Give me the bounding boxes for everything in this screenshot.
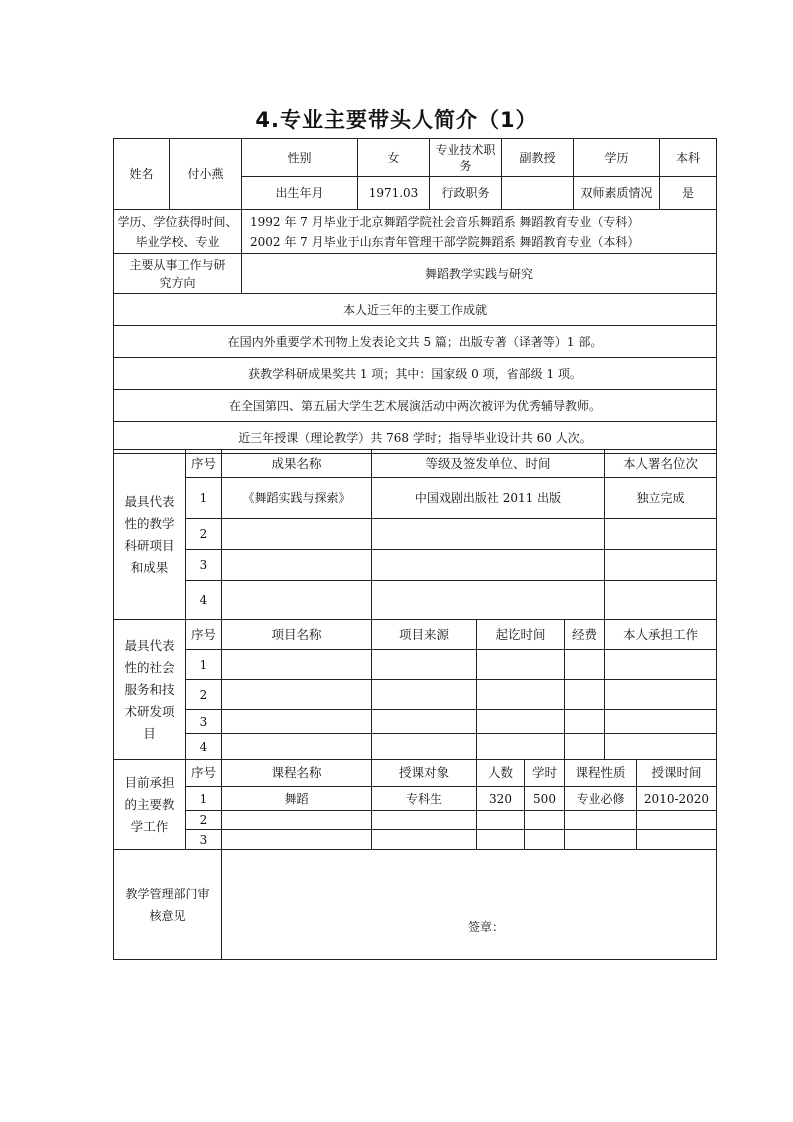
degree-line-2: 2002 年 7 月毕业于山东青年管理干部学院舞蹈系 舞蹈教育专业（本科） <box>250 234 640 249</box>
work-direction-value: 舞蹈教学实践与研究 <box>242 254 717 294</box>
course-period <box>637 830 717 850</box>
review-opinion-area <box>222 850 717 960</box>
gender-value: 女 <box>358 139 430 177</box>
row-index: 3 <box>186 830 222 850</box>
teaching-header-course: 课程名称 <box>222 760 372 787</box>
achievement-rank: 独立完成 <box>605 478 717 519</box>
achievement-line-4: 近三年授课（理论教学）共 768 学时；指导毕业设计共 60 人次。 <box>114 422 717 454</box>
course-name: 舞蹈 <box>222 787 372 811</box>
table-row <box>114 650 717 680</box>
achievement-name <box>222 519 372 550</box>
table-row <box>114 550 717 581</box>
tech-title-label: 专业技术职务 <box>430 139 502 177</box>
achievement-issuer: 中国戏剧出版社 2011 出版 <box>372 478 605 519</box>
name-value: 付小燕 <box>170 139 242 210</box>
social-header-project: 项目名称 <box>222 620 372 650</box>
project-name <box>222 680 372 710</box>
project-period <box>477 680 565 710</box>
row-index: 4 <box>186 734 222 760</box>
course-name <box>222 811 372 830</box>
teaching-header-period: 授课时间 <box>637 760 717 787</box>
course-hours <box>525 830 565 850</box>
achievement-line-2: 获教学科研成果奖共 1 项；其中：国家级 0 项，省部级 1 项。 <box>114 358 717 390</box>
social-service-table <box>113 619 717 760</box>
project-role <box>605 680 717 710</box>
social-section-label: 最具代表性的社会服务和技术研发项目 <box>114 620 186 760</box>
course-period: 2010-2020 <box>637 787 717 811</box>
course-students: 320 <box>477 787 525 811</box>
project-period <box>477 710 565 734</box>
admin-post-label: 行政职务 <box>430 177 502 210</box>
basic-info-table <box>113 138 717 454</box>
project-period <box>477 650 565 680</box>
dual-teacher-label: 双师素质情况 <box>574 177 660 210</box>
table-row <box>114 710 717 734</box>
signature-label: 签章： <box>468 920 505 934</box>
project-role <box>605 734 717 760</box>
achievement-name <box>222 581 372 620</box>
project-source <box>372 734 477 760</box>
achievement-line-3: 在全国第四、第五届大学生艺术展演活动中两次被评为优秀辅导教师。 <box>114 390 717 422</box>
table-row <box>114 734 717 760</box>
row-index: 3 <box>186 710 222 734</box>
teaching-header-students: 人数 <box>477 760 525 787</box>
admin-post-value <box>502 177 574 210</box>
project-period <box>477 734 565 760</box>
table-row <box>114 830 717 850</box>
course-students <box>477 830 525 850</box>
project-funding <box>565 650 605 680</box>
project-funding <box>565 734 605 760</box>
project-name <box>222 710 372 734</box>
gender-label: 性别 <box>242 139 358 177</box>
degree-history <box>242 210 717 254</box>
project-role <box>605 710 717 734</box>
teaching-header-index: 序号 <box>186 760 222 787</box>
research-header-index: 序号 <box>186 450 222 478</box>
row-index: 1 <box>186 787 222 811</box>
row-index: 3 <box>186 550 222 581</box>
page-title: 4.专业主要带头人简介（1） <box>255 108 538 132</box>
project-funding <box>565 680 605 710</box>
review-table <box>113 849 717 960</box>
table-row <box>114 519 717 550</box>
achievement-rank <box>605 581 717 620</box>
table-row <box>114 680 717 710</box>
row-index: 2 <box>186 811 222 830</box>
birth-value: 1971.03 <box>358 177 430 210</box>
project-name <box>222 734 372 760</box>
achievement-line-1: 在国内外重要学术刊物上发表论文共 5 篇；出版专著（译著等）1 部。 <box>114 326 717 358</box>
course-hours: 500 <box>525 787 565 811</box>
birth-label: 出生年月 <box>242 177 358 210</box>
course-audience: 专科生 <box>372 787 477 811</box>
degree-label: 学历、学位获得时间、毕业学校、专业 <box>114 210 242 254</box>
achievement-name: 《舞蹈实践与探索》 <box>222 478 372 519</box>
course-students <box>477 811 525 830</box>
table-row <box>114 581 717 620</box>
achievement-issuer <box>372 519 605 550</box>
social-header-source: 项目来源 <box>372 620 477 650</box>
row-index: 1 <box>186 650 222 680</box>
teaching-section-label: 目前承担的主要教学工作 <box>114 760 186 850</box>
teaching-table <box>113 759 717 850</box>
project-source <box>372 680 477 710</box>
social-header-funding: 经费 <box>565 620 605 650</box>
project-source <box>372 710 477 734</box>
course-hours <box>525 811 565 830</box>
social-header-role: 本人承担工作 <box>605 620 717 650</box>
table-row <box>114 478 717 519</box>
course-type: 专业必修 <box>565 787 637 811</box>
education-label: 学历 <box>574 139 660 177</box>
row-index: 1 <box>186 478 222 519</box>
teaching-header-audience: 授课对象 <box>372 760 477 787</box>
course-type <box>565 830 637 850</box>
resume-form <box>113 138 716 959</box>
research-header-issuer: 等级及签发单位、时间 <box>372 450 605 478</box>
teaching-header-type: 课程性质 <box>565 760 637 787</box>
table-row <box>114 787 717 811</box>
achievement-rank <box>605 550 717 581</box>
tech-title-value: 副教授 <box>502 139 574 177</box>
project-name <box>222 650 372 680</box>
research-results-table <box>113 449 717 620</box>
course-period <box>637 811 717 830</box>
social-header-index: 序号 <box>186 620 222 650</box>
research-header-name: 成果名称 <box>222 450 372 478</box>
achievement-issuer <box>372 550 605 581</box>
course-type <box>565 811 637 830</box>
achievement-name <box>222 550 372 581</box>
achievement-rank <box>605 519 717 550</box>
research-header-rank: 本人署名位次 <box>605 450 717 478</box>
review-label: 教学管理部门审核意见 <box>114 850 222 960</box>
course-audience <box>372 811 477 830</box>
dual-teacher-value: 是 <box>660 177 717 210</box>
teaching-header-hours: 学时 <box>525 760 565 787</box>
project-role <box>605 650 717 680</box>
table-row <box>114 811 717 830</box>
achievements-heading: 本人近三年的主要工作成就 <box>114 294 717 326</box>
project-funding <box>565 710 605 734</box>
research-section-label: 最具代表性的教学科研项目和成果 <box>114 450 186 620</box>
project-source <box>372 650 477 680</box>
name-label: 姓名 <box>114 139 170 210</box>
course-name <box>222 830 372 850</box>
degree-line-1: 1992 年 7 月毕业于北京舞蹈学院社会音乐舞蹈系 舞蹈教育专业（专科） <box>250 214 640 229</box>
education-value: 本科 <box>660 139 717 177</box>
work-direction-label: 主要从事工作与研究方向 <box>114 254 242 294</box>
row-index: 2 <box>186 680 222 710</box>
social-header-period: 起讫时间 <box>477 620 565 650</box>
row-index: 2 <box>186 519 222 550</box>
course-audience <box>372 830 477 850</box>
achievement-issuer <box>372 581 605 620</box>
row-index: 4 <box>186 581 222 620</box>
